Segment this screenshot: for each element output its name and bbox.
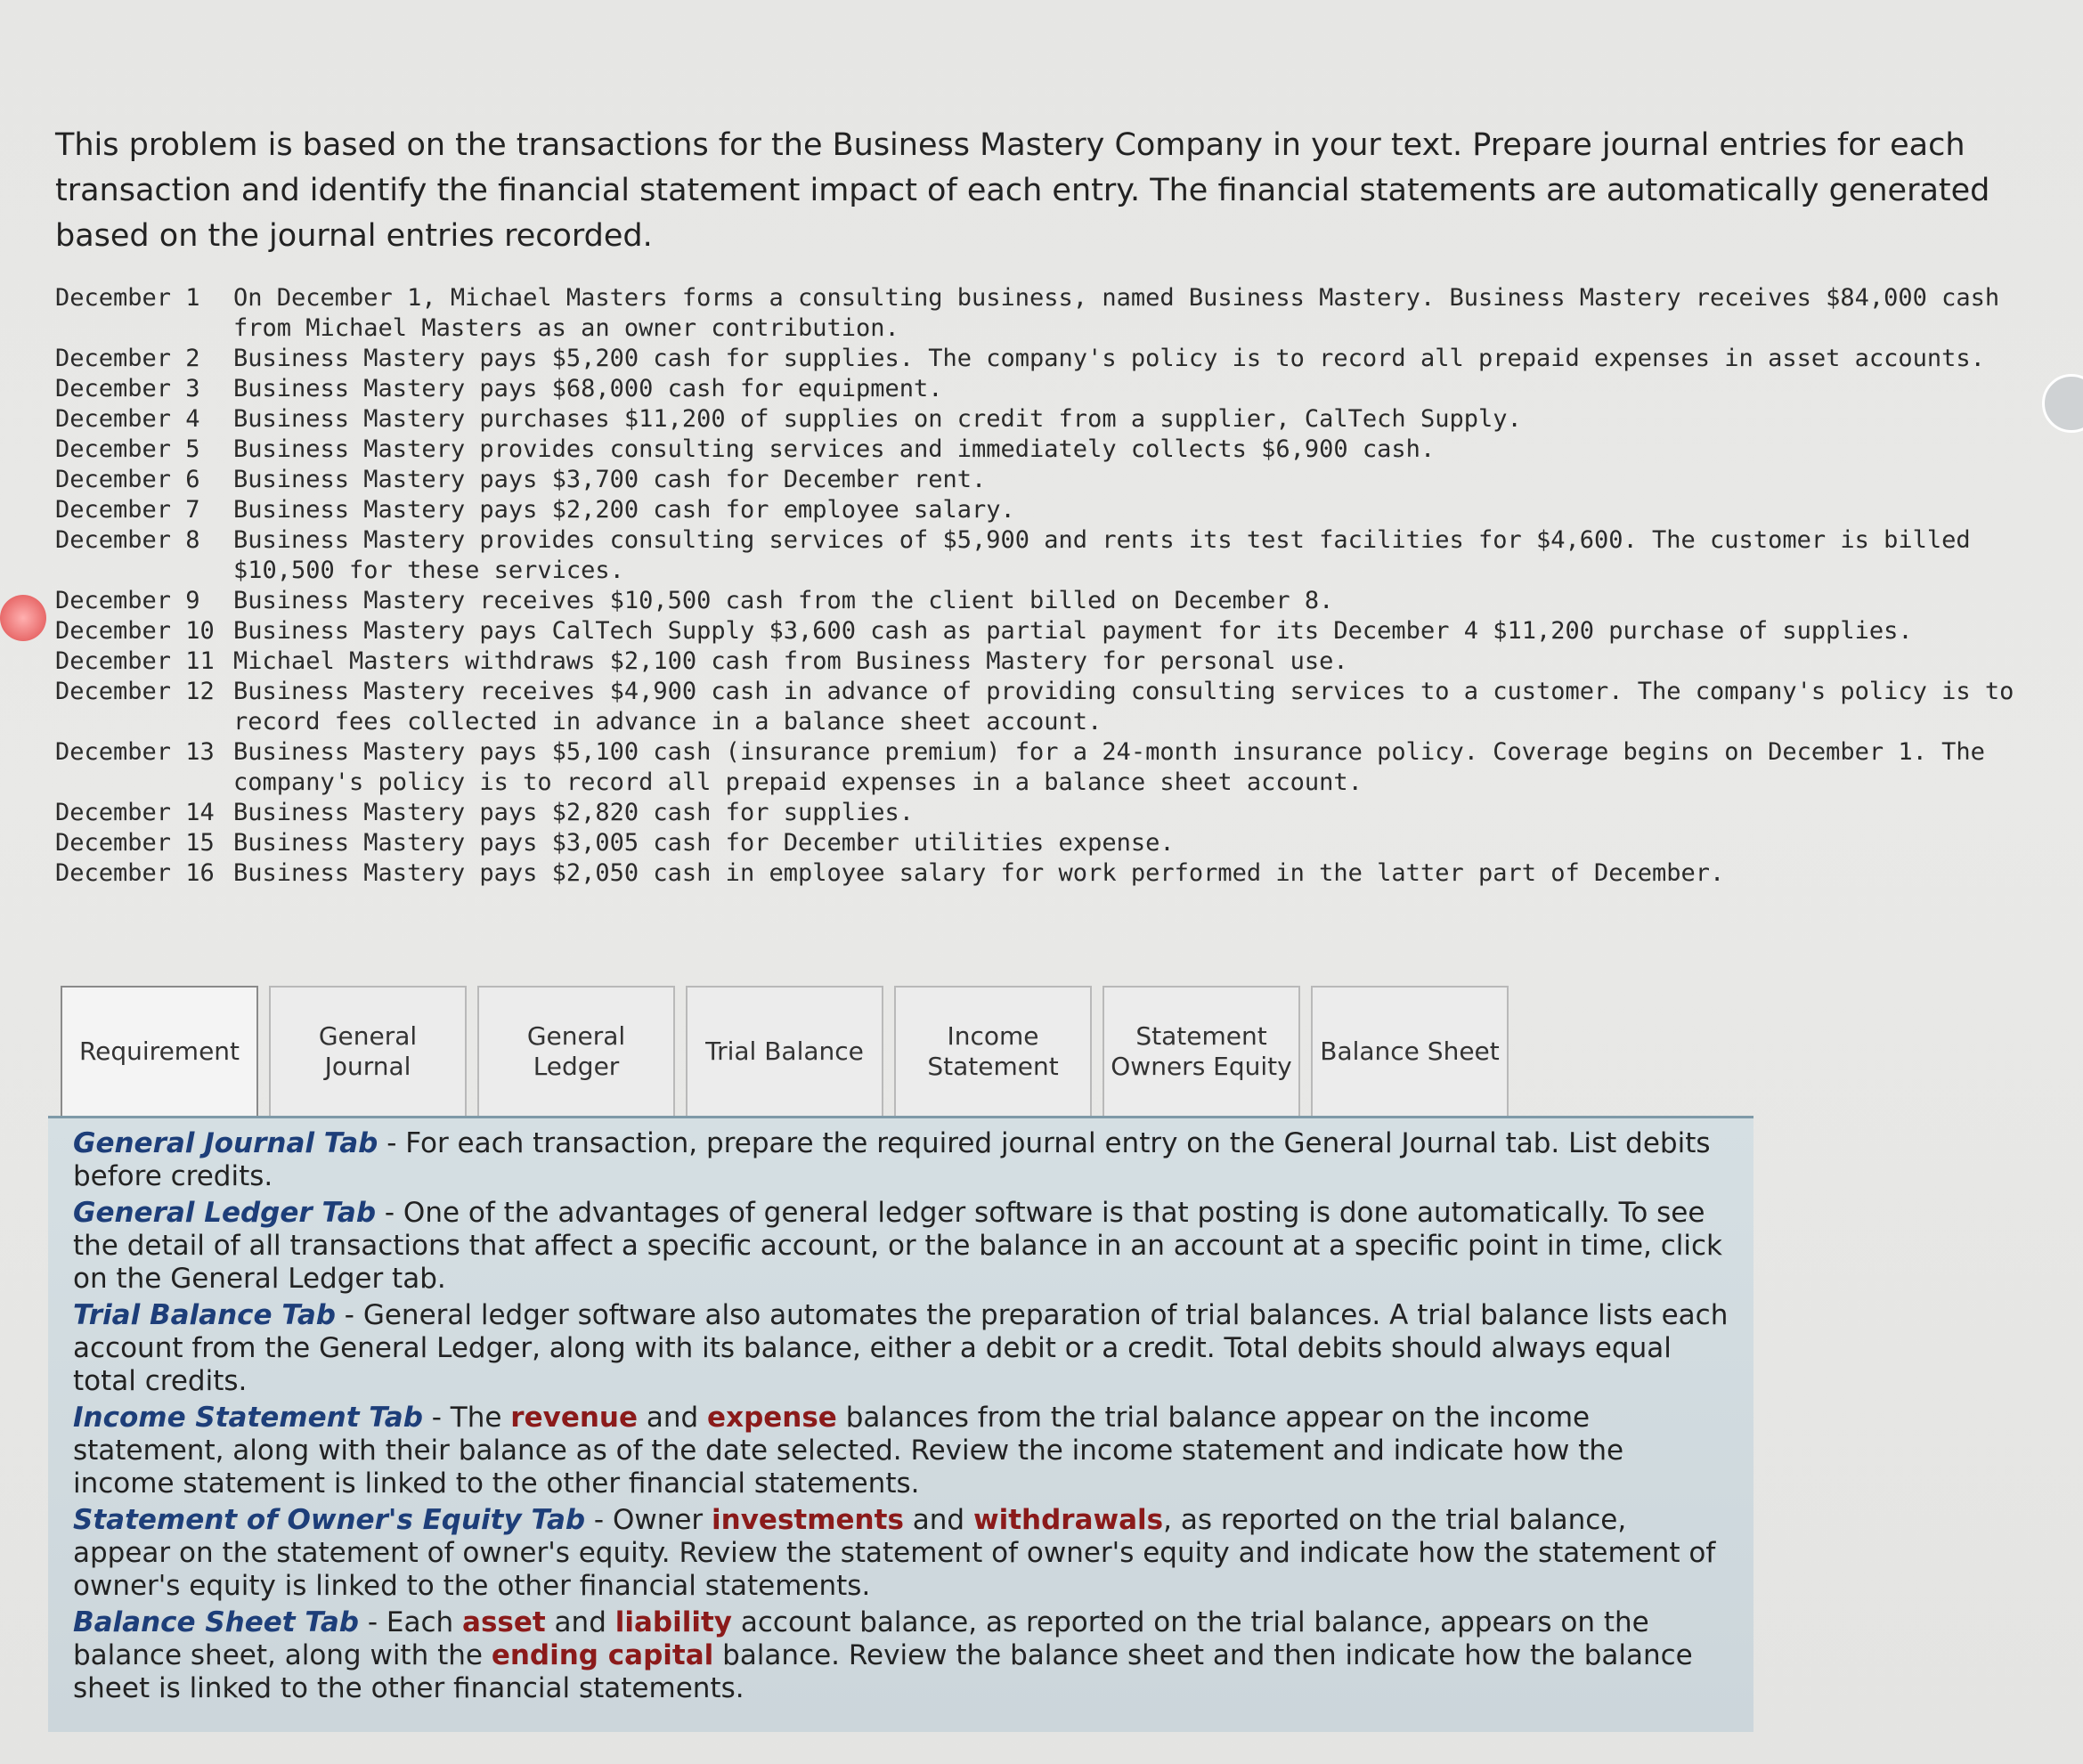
- transaction-text: Business Mastery receives $10,500 cash from the client billed on December 8.: [233, 587, 1334, 614]
- requirement-text: , as reported on the trial balance, appear on the statement of owner's equity. Review the statement of owner's equity and indicate how the statement of owner's equity is linked to the other financial statements.: [73, 1504, 1716, 1602]
- requirement-text: and: [638, 1402, 708, 1434]
- transaction-text: On December 1, Michael Masters forms a consulting business, named Business Mastery. Business Mastery receives $84,000 cash from Michael Masters as an owner contribution.: [233, 284, 2014, 342]
- transaction-text: Business Mastery pays $3,700 cash for December rent.: [233, 466, 987, 493]
- requirement-item: [73, 1402, 1729, 1500]
- requirement-term: Income Statement Tab: [73, 1402, 423, 1434]
- transaction-row: [55, 495, 2014, 525]
- requirement-text: and: [903, 1504, 973, 1536]
- requirement-item: [73, 1197, 1729, 1296]
- transaction-date: December 15: [55, 829, 215, 857]
- requirement-item: [73, 1606, 1729, 1705]
- requirement-term: Balance Sheet Tab: [73, 1606, 359, 1638]
- requirement-term: General Journal Tab: [73, 1127, 378, 1159]
- transaction-date: December 4: [55, 405, 200, 433]
- highlight-keyword: ending capital: [491, 1639, 714, 1671]
- highlight-keyword: liability: [614, 1606, 732, 1638]
- highlight-keyword: asset: [462, 1606, 546, 1638]
- transaction-text: Business Mastery pays $5,100 cash (insurance premium) for a 24-month insurance policy. Coverage begins on December 1. The company's policy is to record all prepaid expenses in a balance sheet account.: [233, 738, 2000, 796]
- requirement-item: [73, 1127, 1729, 1193]
- transaction-row: [55, 283, 2014, 344]
- transaction-text: Business Mastery pays $68,000 cash for equipment.: [233, 375, 943, 402]
- requirement-text: and: [545, 1606, 615, 1638]
- transaction-date: December 11: [55, 647, 215, 675]
- requirement-text: - For each transaction, prepare the required journal entry on the General Journal tab. List debits before credits.: [73, 1127, 1711, 1192]
- requirement-item: [73, 1504, 1729, 1603]
- requirement-text: - One of the advantages of general ledger software is that posting is done automatically. To see the detail of all transactions that affect a specific account, or the balance in an account at a specific point in time, click on the General Ledger tab.: [73, 1197, 1723, 1295]
- transaction-row: [55, 737, 2014, 798]
- transaction-text: Business Mastery pays CalTech Supply $3,600 cash as partial payment for its December 4 $11,200 purchase of supplies.: [233, 617, 1913, 645]
- transaction-text: Business Mastery pays $3,005 cash for December utilities expense.: [233, 829, 1175, 857]
- tab-statement-owners-equity[interactable]: Statement Owners Equity: [1103, 986, 1300, 1116]
- highlight-keyword: investments: [712, 1504, 904, 1536]
- record-indicator-icon: [0, 595, 46, 641]
- tab-general-ledger[interactable]: General Ledger: [477, 986, 675, 1116]
- transaction-date: December 2: [55, 345, 200, 372]
- requirement-text: - The: [422, 1402, 511, 1434]
- highlight-keyword: withdrawals: [972, 1504, 1164, 1536]
- transaction-text: Business Mastery provides consulting services of $5,900 and rents its test facilities for $4,600. The customer is billed $10,500 for these services.: [233, 526, 1985, 584]
- highlight-keyword: revenue: [510, 1402, 639, 1434]
- transaction-date: December 10: [55, 617, 215, 645]
- transaction-row: [55, 858, 2014, 889]
- transaction-row: [55, 435, 2014, 465]
- transaction-row: [55, 798, 2014, 828]
- tab-general-journal[interactable]: General Journal: [269, 986, 467, 1116]
- transaction-row: [55, 374, 2014, 404]
- requirement-term: Trial Balance Tab: [73, 1299, 336, 1331]
- requirement-text: account balance, as reported on the trial balance, appears on the balance sheet, along with the: [73, 1606, 1649, 1671]
- requirement-text: - Each: [359, 1606, 463, 1638]
- transaction-row: [55, 646, 2014, 677]
- transaction-date: December 14: [55, 799, 215, 826]
- requirement-text: - General ledger software also automates the preparation of trial balances. A trial balance lists each account from the General Ledger, along with its balance, either a debit or a credit. Total debits should always equal total credits.: [73, 1299, 1729, 1397]
- highlight-keyword: expense: [707, 1402, 837, 1434]
- requirement-panel: [48, 1116, 1753, 1732]
- transaction-date: December 13: [55, 738, 215, 766]
- requirement-term: Statement of Owner's Equity Tab: [73, 1504, 586, 1536]
- transaction-date: December 3: [55, 375, 200, 402]
- requirement-text: balances from the trial balance appear on the income statement, along with their balance as of the date selected. Review the income statement and indicate how the income statement is linked to the other financial statements.: [73, 1402, 1624, 1500]
- transaction-date: December 16: [55, 859, 215, 887]
- transaction-text: Business Mastery pays $2,050 cash in employee salary for work performed in the latter part of December.: [233, 859, 1725, 887]
- scroll-handle-icon[interactable]: [2042, 374, 2083, 433]
- tab-bar: [61, 986, 1519, 1116]
- transaction-text: Business Mastery receives $4,900 cash in advance of providing consulting services to a customer. The company's policy is to record fees collected in advance in a balance sheet account.: [233, 678, 2029, 736]
- transaction-row: [55, 465, 2014, 495]
- transaction-text: Michael Masters withdraws $2,100 cash from Business Mastery for personal use.: [233, 647, 1348, 675]
- requirement-text: - Owner: [585, 1504, 712, 1536]
- transaction-row: [55, 677, 2029, 737]
- transaction-date: December 1: [55, 284, 200, 312]
- transaction-text: Business Mastery pays $2,820 cash for supplies.: [233, 799, 915, 826]
- requirement-item: [73, 1299, 1729, 1398]
- transaction-row: [55, 344, 2014, 374]
- transaction-date: December 9: [55, 587, 200, 614]
- transaction-row: [55, 616, 2014, 646]
- requirement-term: General Ledger Tab: [73, 1197, 377, 1229]
- transaction-row: [55, 404, 2014, 435]
- requirement-text: balance. Review the balance sheet and then indicate how the balance sheet is linked to the other financial statements.: [73, 1639, 1693, 1704]
- transaction-row: [55, 586, 2014, 616]
- transaction-text: Business Mastery purchases $11,200 of supplies on credit from a supplier, CalTech Supply.: [233, 405, 1522, 433]
- tab-income-statement[interactable]: Income Statement: [894, 986, 1092, 1116]
- transaction-date: December 8: [55, 526, 200, 554]
- tab-trial-balance[interactable]: Trial Balance: [686, 986, 883, 1116]
- tab-requirement[interactable]: Requirement: [61, 986, 258, 1116]
- transaction-date: December 12: [55, 678, 215, 705]
- transaction-text: Business Mastery provides consulting services and immediately collects $6,900 cash.: [233, 435, 1436, 463]
- transaction-row: [55, 828, 2014, 858]
- tab-balance-sheet[interactable]: Balance Sheet: [1311, 986, 1509, 1116]
- problem-intro: This problem is based on the transactions for the Business Mastery Company in your text. Prepare journal entries for each transaction and identify the financial statement impact of each entry. The financial statements are automatically generated based on the journal entries recorded.: [55, 127, 1990, 254]
- transaction-date: December 6: [55, 466, 200, 493]
- transaction-list: [55, 283, 2029, 889]
- transaction-text: Business Mastery pays $5,200 cash for supplies. The company's policy is to record all prepaid expenses in asset accounts.: [233, 345, 1985, 372]
- transaction-row: [55, 525, 2014, 586]
- transaction-date: December 5: [55, 435, 200, 463]
- transaction-text: Business Mastery pays $2,200 cash for employee salary.: [233, 496, 1015, 524]
- transaction-date: December 7: [55, 496, 200, 524]
